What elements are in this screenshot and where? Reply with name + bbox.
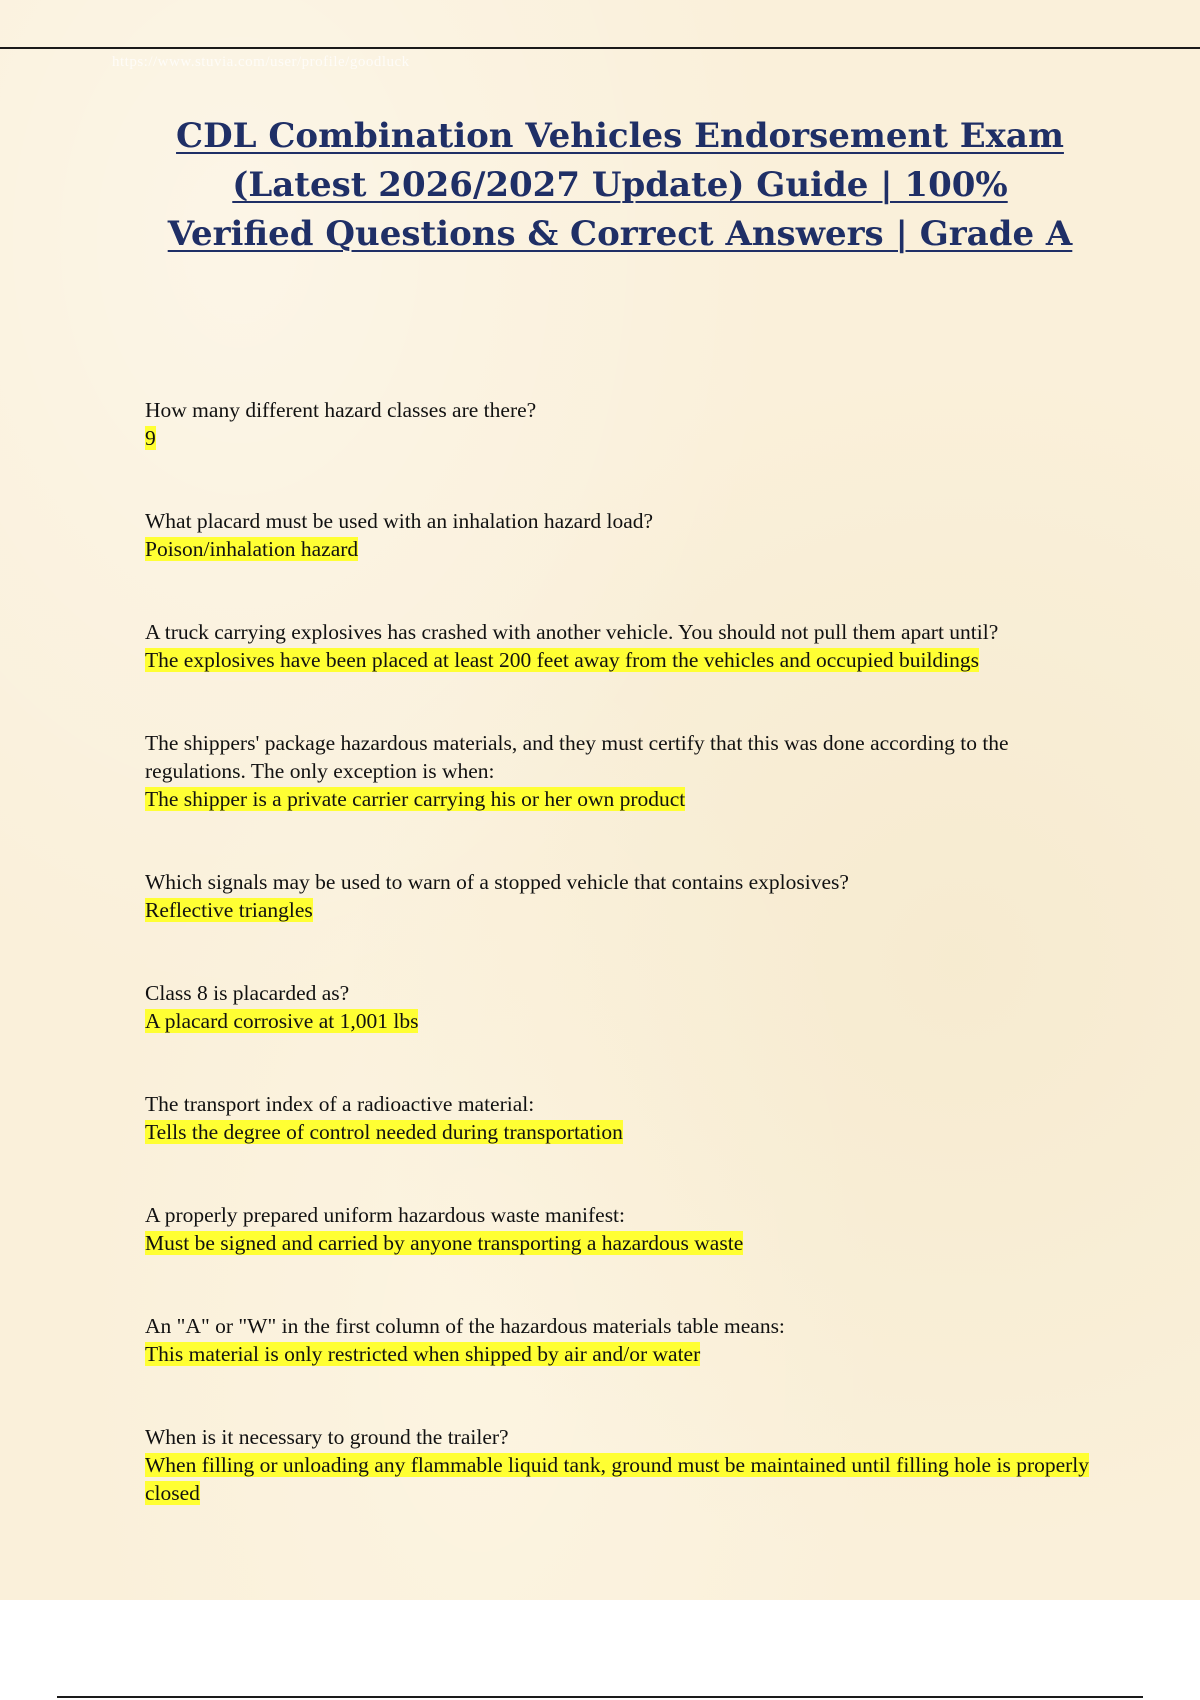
answer-text: Tells the degree of control needed during transportation	[145, 1120, 623, 1144]
qa-item	[145, 1201, 1095, 1257]
qa-item	[145, 868, 1095, 924]
question-text: Class 8 is placarded as?	[145, 981, 350, 1005]
qa-item	[145, 1312, 1095, 1368]
answer-text: 9	[145, 426, 156, 450]
question-text: How many different hazard classes are there?	[145, 398, 537, 422]
qa-item	[145, 618, 1095, 674]
question-text: An "A" or "W" in the first column of the hazardous materials table means:	[145, 1314, 785, 1338]
qa-list	[145, 396, 1095, 1562]
question-text: Which signals may be used to warn of a stopped vehicle that contains explosives?	[145, 870, 849, 894]
header-rule	[0, 47, 1200, 49]
question-text: The shippers' package hazardous materials, and they must certify that this was done according to the regulations. The only exception is when:	[145, 731, 1009, 783]
qa-item	[145, 396, 1095, 452]
answer-text: The explosives have been placed at least 200 feet away from the vehicles and occupied buildings	[145, 648, 980, 672]
answer-text: Must be signed and carried by anyone transporting a hazardous waste	[145, 1231, 744, 1255]
watermark-url: https://www.stuvia.com/user/profile/goodluck	[112, 54, 410, 70]
title-line-2: (Latest 2026/2027 Update) Guide | 100%	[232, 165, 1008, 205]
question-text: What placard must be used with an inhalation hazard load?	[145, 509, 654, 533]
question-text: When is it necessary to ground the trailer?	[145, 1425, 509, 1449]
document-title	[100, 112, 1140, 259]
answer-text: Reflective triangles	[145, 898, 313, 922]
qa-item	[145, 729, 1095, 813]
answer-text: This material is only restricted when shipped by air and/or water	[145, 1342, 701, 1366]
qa-item	[145, 1090, 1095, 1146]
qa-item	[145, 507, 1095, 563]
question-text: A properly prepared uniform hazardous waste manifest:	[145, 1203, 626, 1227]
qa-item	[145, 1423, 1095, 1507]
answer-text: A placard corrosive at 1,001 lbs	[145, 1009, 419, 1033]
title-line-1: CDL Combination Vehicles Endorsement Exam	[176, 116, 1064, 156]
answer-text: When filling or unloading any flammable liquid tank, ground must be maintained until filling hole is properly closed	[145, 1453, 1090, 1505]
answer-text: The shipper is a private carrier carrying his or her own product	[145, 787, 686, 811]
question-text: The transport index of a radioactive material:	[145, 1092, 535, 1116]
qa-item	[145, 979, 1095, 1035]
footer-rule	[57, 1696, 1143, 1698]
question-text: A truck carrying explosives has crashed with another vehicle. You should not pull them apart until?	[145, 620, 999, 644]
answer-text: Poison/inhalation hazard	[145, 537, 359, 561]
title-line-3: Verified Questions & Correct Answers | Grade A	[167, 214, 1073, 254]
